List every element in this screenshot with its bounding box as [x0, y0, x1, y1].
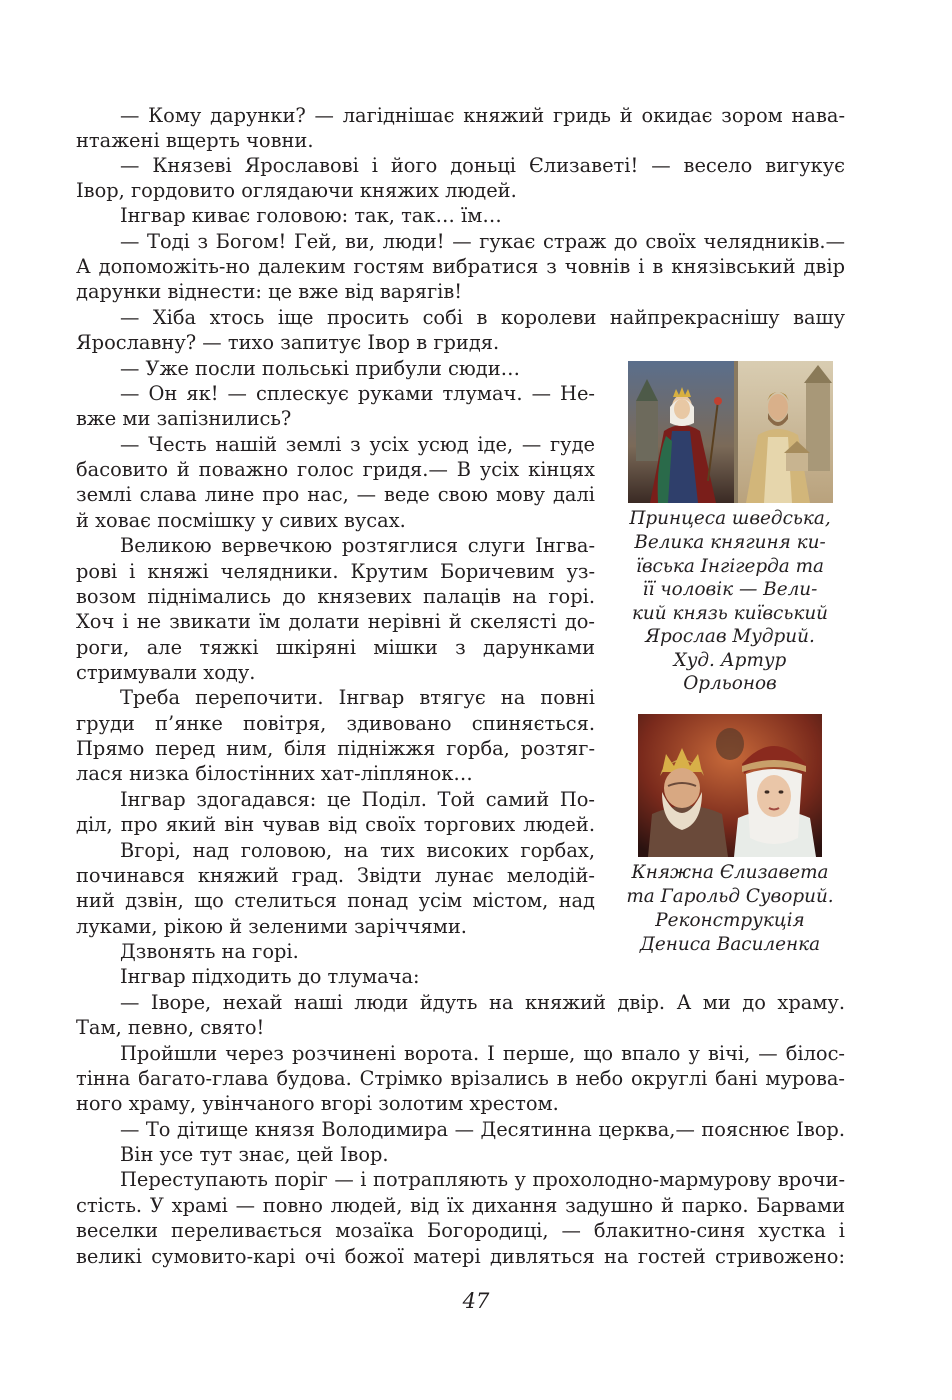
text-line-bottom-0: Інгвар підходить до тлумача:: [120, 965, 420, 988]
caption-line-1-3: її чоловік — Вели-: [642, 579, 818, 600]
text-line-top-0: — Кому дарунки? — лагіднішає княжий гридь й окидає зором нава-: [120, 104, 845, 127]
text-line-col-5: землі слава лине про нас, — веде свою мову далі: [76, 483, 595, 506]
text-line-col-3: — Честь нашій землі з усіх усюд іде, — гуде: [120, 433, 595, 456]
text-line-col-12: стримували ходу.: [76, 661, 256, 684]
text-line-bottom-7: Він усе тут знає, цей Івор.: [120, 1143, 389, 1166]
caption-line-2-2: Реконструкція: [655, 910, 805, 931]
text-line-col-9: возом піднімались до князевих палаців на горі.: [76, 585, 595, 608]
text-line-bottom-2: Там, певно, свято!: [76, 1016, 265, 1039]
text-line-col-11: роги, але тяжкі шкіряні мішки з дарунками: [76, 636, 595, 659]
text-line-bottom-4: тінна багато-глава будова. Стрімко врізались в небо округлі бані мурова-: [76, 1067, 845, 1090]
caption-line-1-5: Ярослав Мудрий.: [645, 626, 815, 647]
text-line-bottom-5: ного храму, увінчаного вгорі золотим хрестом.: [76, 1092, 559, 1115]
text-line-col-0: — Уже посли польські прибули сюди…: [120, 357, 521, 380]
text-line-col-19: Вгорі, над головою, на тих високих горбах,: [120, 839, 595, 862]
caption-line-1-7: Орльонов: [683, 673, 777, 694]
text-line-bottom-9: стість. У храмі — повно людей, від їх дихання задушно й парко. Барвами: [76, 1194, 845, 1217]
text-line-col-16: лася низка білостінних хат-ліплянок…: [76, 762, 473, 785]
text-line-bottom-6: — То дітище князя Володимира — Десятинна церква,— пояснює Івор.: [120, 1118, 845, 1141]
text-line-bottom-1: — Іворе, нехай наші люди йдуть на княжий двір. А ми до храму.: [120, 991, 845, 1014]
text-line-col-7: Великою вервечкою розтяглися слуги Інгва-: [120, 534, 595, 557]
text-line-col-1: — Он як! — сплескує руками тлумач. — Не-: [120, 382, 595, 405]
text-line-bottom-8: Переступають поріг — і потрапляють у прохолодно-мармурову врочи-: [120, 1168, 845, 1191]
text-line-col-8: рові і княжі челядники. Крутим Боричевим уз-: [76, 560, 595, 583]
text-line-top-3: Івор, гордовито оглядаючи княжих людей.: [76, 179, 517, 202]
text-line-col-6: й ховає посмішку у сивих вусах.: [76, 509, 406, 532]
caption-line-1-0: Принцеса шведська,: [629, 508, 831, 529]
text-line-col-17: Інгвар здогадався: це Поділ. Той самий По-: [120, 788, 595, 811]
text-line-col-21: ний дзвін, що стелиться понад усім містом, над: [76, 889, 595, 912]
text-line-col-2: вже ми запізнились?: [76, 407, 292, 430]
text-line-col-15: Прямо перед ним, біля підніжжя горба, розтяг-: [76, 737, 595, 760]
page-number: 47: [462, 1289, 490, 1313]
text-line-col-13: Треба перепочити. Інгвар втягує на повні: [120, 686, 595, 709]
caption-line-2-1: та Гарольд Суворий.: [626, 886, 834, 907]
text-line-top-4: Інгвар киває головою: так, так… їм…: [120, 204, 502, 227]
caption-line-1-6: Худ. Артур: [673, 650, 787, 671]
caption-line-1-1: Велика княгиня ки-: [634, 532, 826, 553]
text-line-col-14: груди п’янке повітря, здивовано спиняється.: [76, 712, 595, 735]
text-line-top-7: дарунки віднести: це вже від варягів!: [76, 280, 463, 303]
caption-line-2-0: Княжна Єлизавета: [631, 862, 829, 883]
text-line-col-22: луками, рікою й зеленими заріччями.: [76, 915, 467, 938]
text-line-top-2: — Князеві Ярославові і його доньці Єлизаветі! — весело вигукує: [120, 154, 845, 177]
text-line-top-8: — Хіба хтось іще просить собі в королеви найпрекраснішу вашу: [120, 306, 845, 329]
illustration-ingigerd-yaroslav: [628, 361, 833, 503]
text-line-col-20: починався княжий град. Звідти лунає мелодій-: [76, 864, 595, 887]
text-line-top-1: нтажені вщерть човни.: [76, 129, 314, 152]
text-line-col-4: басовито й поважно голос гридя.— В усіх кінцях: [76, 458, 595, 481]
caption-line-1-2: ївська Інгігерда та: [635, 556, 825, 577]
text-line-col-23: Дзвонять на горі.: [120, 940, 299, 963]
text-line-bottom-10: веселки переливається мозаїка Богородиці, — блакитно-синя хустка і: [76, 1219, 845, 1242]
text-line-col-18: діл, про який він чував від своїх торгових людей.: [76, 813, 595, 836]
caption-line-2-3: Дениса Василенка: [639, 934, 821, 955]
text-line-col-10: Хоч і не звикати їм долати нерівні й скелясті до-: [76, 610, 595, 633]
text-line-top-9: Ярославну? — тихо запитує Івор в гридя.: [76, 331, 500, 354]
text-line-top-5: — Тоді з Богом! Гей, ви, люди! — гукає страж до своїх челядників.—: [120, 230, 845, 253]
illustration-elizabeth-harald: [638, 714, 822, 857]
text-line-bottom-11: великі сумовито-карі очі божої матері дивляться на гостей стривожено:: [76, 1245, 845, 1268]
text-line-bottom-3: Пройшли через розчинені ворота. І перше, що впало у вічі, — білос-: [120, 1042, 845, 1065]
text-line-top-6: А допоможіть-но далеким гостям вибратися з човнів і в князівський двір: [76, 255, 845, 278]
caption-line-1-4: кий князь київський: [631, 603, 829, 624]
